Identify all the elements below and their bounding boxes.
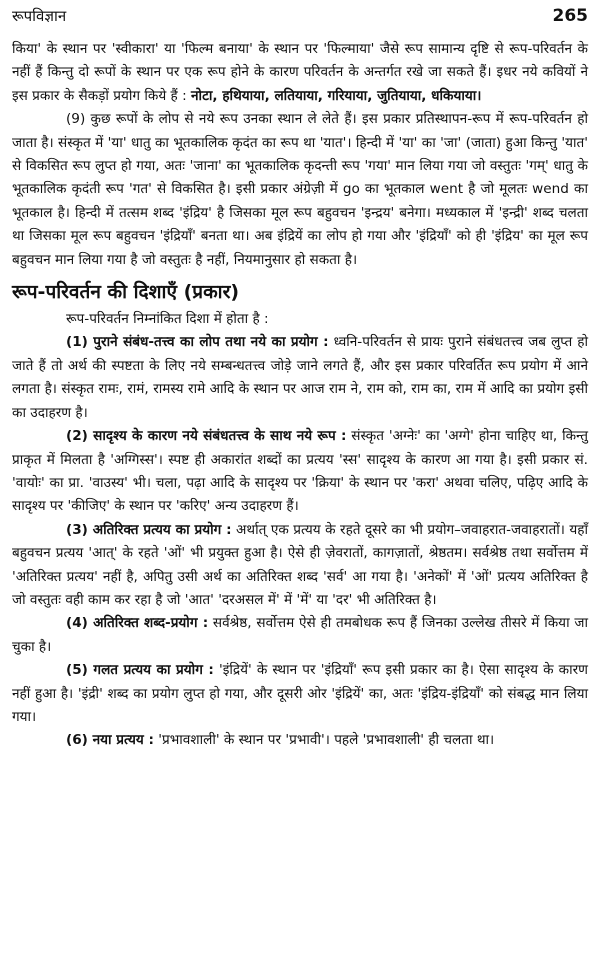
page-number: 265 xyxy=(552,6,588,26)
item-text: अर्थात् एक प्रत्यय के रहते दूसरे का भी प्रयोग–जवाहरात-जवाहरातों। यहाँ बहुवचन प्रत्यय 'आत्' के रहते 'ओं' भी प्रयुक्त हुआ है। ऐसे ही ज़ेवरातों, कागज़ातों, श्रेष्ठतम। सर्वश्रेष्ठ तथा सर्वोत्तम में 'अतिरिक्त प्रत्यय' नहीं है, अपितु उसी अर्थ का अतिरिक्त शब्द 'सर्व' आ गया है। 'अनेकों' में 'ओं' प्रत्यय अतिरिक्त है जो वस्तुतः वही काम कर रहा है जो 'आत' 'दरअसल में' में 'में' या 'दर' भी अतिरिक्त है। xyxy=(12,521,588,608)
section-intro: रूप-परिवर्तन निम्नांकित दिशा में होता है : xyxy=(66,311,269,328)
item-title: (2) सादृश्य के कारण नये संबंधतत्त्व के साथ नये रूप : xyxy=(66,428,347,445)
item-text: ध्वनि-परिवर्तन से प्रायः पुराने संबंधतत्त्व जब लुप्त हो जाते हैं तो अर्थ की स्पष्टता के लिए नये सम्बन्धतत्त्व जोड़े जाने लगते हैं, और इस प्रकार परिवर्तित रूप प्रयोग में आने लगता है। संस्कृत रामः, रामं, रामस्य रामे आदि के स्थान पर आज राम ने, राम को, राम का, राम में आदि का प्रयोग इसी का उदाहरण है। xyxy=(12,334,588,421)
item-title: (5) गलत प्रत्यय का प्रयोग : xyxy=(66,662,214,679)
item-title: (1) पुराने संबंध-तत्त्व का लोप तथा नये का प्रयोग : xyxy=(66,334,329,351)
item-text: संस्कृत 'अग्नेः' का 'अग्गे' होना चाहिए था, किन्तु प्राकृत में मिलता है 'अग्गिस्स'। स्पष्ट ही अकारांत शब्दों का प्रत्यय 'स्स' सादृश्य के कारण आ गया है। इसी प्रकार सं. 'वायोः' का प्रा. 'वाउस्य' भी। चला, पढ़ा आदि के सादृश्य पर 'क्रिया' के स्थान पर 'करा' अथवा चलिए, पढ़िए आदि के सादृश्य पर 'कीजिए' के स्थान पर 'करिए' अन्य उदाहरण हैं। xyxy=(12,428,588,515)
paragraph-9: (9) कुछ रूपों के लोप से नये रूप उनका स्थान ले लेते हैं। इस प्रकार प्रतिस्थापन-रूप में रूप-परिवर्तन हो जाता है। संस्कृत में 'या' धातु का भूतकालिक कृदंत का रूप था 'यात'। हिन्दी में 'या' का 'जा' (जाता) हुआ किन्तु 'यात' से विकसित रूप लुप्त हो गया, अतः 'जाना' का भूतकालिक कृदन्ती रूप 'गया' मान लिया गया जो वस्तुतः 'गम्' धातु के भूतकालिक कृदंती रूप 'गत' से विकसित है। इसी प्रकार अंग्रेज़ी में go का भूतकाल went है जो मूलतः wend का भूतकाल है। हिन्दी में तत्सम शब्द 'इंद्रिय' है जिसका मूल रूप बहुवचन 'इन्द्रय' बनेगा। मध्यकाल में 'इन्द्री' शब्द चलता था जिसका मूल रूप बहुवचन 'इंद्रियाँ' बनता था। अब इंद्रियें का लोप हो गया और 'इंद्रियाँ' को ही 'इंद्रिय' का मूल रूप बहुवचन मान लिया गया है जो वस्तुतः है नहीं, नियमानुसार हो सकता है। xyxy=(12,111,588,268)
list-item xyxy=(12,612,588,659)
list-item xyxy=(12,519,588,613)
running-title: रूपविज्ञान xyxy=(12,7,67,25)
item-title: (3) अतिरिक्त प्रत्यय का प्रयोग : xyxy=(66,521,232,538)
section-heading: रूप-परिवर्तन की दिशाएँ (प्रकार) xyxy=(12,281,240,304)
running-head xyxy=(12,6,588,34)
list-item xyxy=(12,331,588,425)
list-item xyxy=(12,425,588,519)
item-text: 'इंद्रियें' के स्थान पर 'इंद्रियाँ' रूप इसी प्रकार का है। ऐसा सादृश्य के कारण नहीं हुआ है। 'इंद्री' शब्द का प्रयोग लुप्त हो गया, और दूसरी ओर 'इंद्रियें' का, अतः 'इंद्रिय-इंद्रियाँ' को संबद्ध मान लिया गया। xyxy=(12,662,588,725)
list-item xyxy=(12,659,588,729)
item-title: (6) नया प्रत्यय : xyxy=(66,732,154,749)
example-words: नोटा, हथियाया, लतियाया, गरियाया, जुतियाया, धकियाया। xyxy=(191,87,482,104)
paragraph-text: किया' के स्थान पर 'स्वीकारा' या 'फिल्म बनाया' के स्थान पर 'फिल्माया' जैसे रूप सामान्य दृष्टि से रूप-परिवर्तन के नहीं हैं किन्तु दो रूपों के स्थान पर एक रूप होने के कारण परिवर्तन के अन्तर्गत रखे जा सकते हैं। इधर नये कवियों ने इस प्रकार के सैकड़ों प्रयोग किये हैं : xyxy=(12,41,588,104)
item-title: (4) अतिरिक्त शब्द-प्रयोग : xyxy=(66,615,209,632)
item-text: सर्वश्रेष्ठ, सर्वोत्तम ऐसे ही तमबोधक रूप हैं जिनका उल्लेख तीसरे में किया जा चुका है। xyxy=(12,615,588,655)
item-text: 'प्रभावशाली' के स्थान पर 'प्रभावी'। पहले 'प्रभावशाली' ही चलता था। xyxy=(153,732,495,749)
list-item xyxy=(12,729,588,752)
paragraph-continued xyxy=(12,38,588,108)
